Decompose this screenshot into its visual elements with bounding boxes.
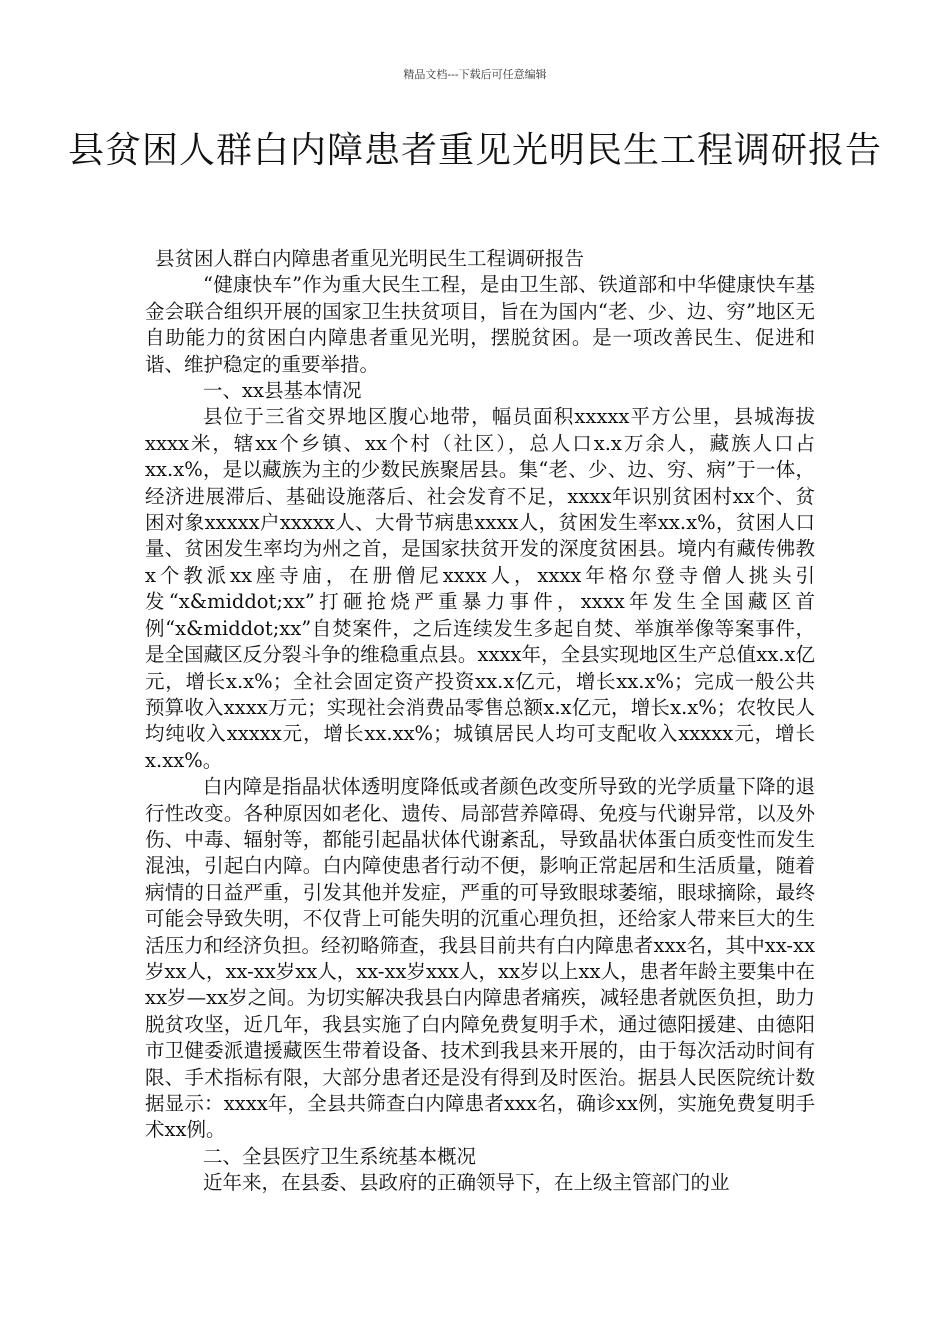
section-heading: 一、xx县基本情况 bbox=[203, 379, 362, 403]
body-paragraph: “健康快车”作为重大民生工程，是由卫生部、铁道部和中华健康快车基金会联合组织开展的国家卫生扶贫项目，旨在为国内“老、少、边、穷”地区无自助能力的贫困白内障患者重见光明，摆脱贫困。是一项改善民生、促进和谐、维护稳定的重要举措。 bbox=[145, 273, 815, 376]
body-paragraph: 县贫困人群白内障患者重见光明民生工程调研报告 bbox=[155, 247, 585, 270]
body-paragraph: 县位于三省交界地区腹心地带，幅员面积xxxxx平方公里，县城海拔xxxx米，辖xx个乡镇、xx个村（社区），总人口x.x万余人，藏族人口占xx.x%，是以藏族为主的少数民族聚居县。集“老、少、边、穷、病”于一体，经济进展滞后、基础设施落后、社会发育不足，xxxx年识别贫困村xx个、贫困对象xxxxx户xxxxx人、大骨节病患xxxx人，贫困发生率xx.x%，贫困人口量、贫困发生率均为州之首，是国家扶贫开发的深度贫困县。境内有藏传佛教x个教派xx座寺庙，在册僧尼xxxx人，xxxx年格尔登寺僧人挑头引发“x&middot;xx”打砸抢烧严重暴力事件，xxxx年发生全国藏区首例“x&middot;xx”自焚案件，之后连续发生多起自焚、举旗举像等案事件，是全国藏区反分裂斗争的维稳重点县。xxxx年，全县实现地区生产总值xx.x亿元，增长x.x%；全社会固定资产投资xx.x亿元，增长xx.x%；完成一般公共预算收入xxxx万元；实现社会消费品零售总额x.x亿元，增长x.x%；农牧民人均纯收入xxxxx元，增长xx.xx%；城镇居民人均可支配收入xxxxx元，增长x.xx%。 bbox=[145, 405, 815, 772]
document-body bbox=[145, 246, 815, 1197]
page-header-note: 精品文档---下载后可任意编辑 bbox=[403, 68, 547, 81]
body-paragraph: 近年来，在县委、县政府的正确领导下，在上级主管部门的业 bbox=[203, 1171, 730, 1195]
section-heading: 二、全县医疗卫生系统基本概况 bbox=[203, 1144, 477, 1168]
document-title: 县贫困人群白内障患者重见光明民生工程调研报告 bbox=[67, 130, 882, 171]
body-paragraph: 白内障是指晶状体透明度降低或者颜色改变所导致的光学质量下降的退行性改变。各种原因如老化、遗传、局部营养障碍、免疫与代谢异常，以及外伤、中毒、辐射等，都能引起晶状体代谢紊乱，导致晶状体蛋白质变性而发生混浊，引起白内障。白内障使患者行动不便，影响正常起居和生活质量，随着病情的日益严重，引发其他并发症，严重的可导致眼球萎缩，眼球摘除，最终可能会导致失明，不仅背上可能失明的沉重心理负担，还给家人带来巨大的生活压力和经济负担。经初略筛查，我县目前共有白内障患者xxx名，其中xx-xx岁xx人，xx-xx岁xx人，xx-xx岁xxx人，xx岁以上xx人，患者年龄主要集中在xx岁—xx岁之间。为切实解决我县白内障患者痛疾，减轻患者就医负担，助力脱贫攻坚，近几年，我县实施了白内障免费复明手术，通过德阳援建、由德阳市卫健委派遣援藏医生带着设备、技术到我县来开展的，由于每次活动时间有限、手术指标有限，大部分患者还是没有得到及时医治。据县人民医院统计数据显示：xxxx年，全县共筛查白内障患者xxx名，确诊xx例，实施免费复明手术xx例。 bbox=[145, 775, 815, 1142]
